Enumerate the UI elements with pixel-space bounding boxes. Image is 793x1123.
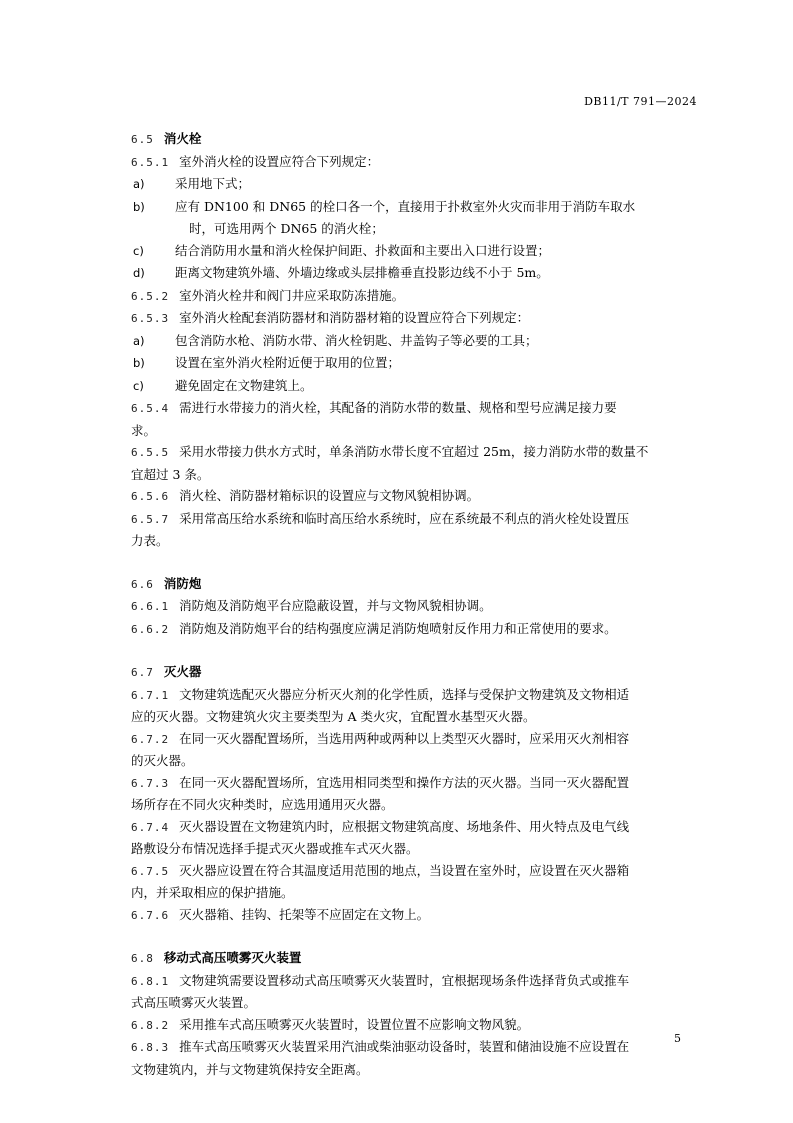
clause: 6.5.6 消火栓、消防器材箱标识的设置应与文物风貌相协调。 (131, 488, 480, 503)
section-spacer (131, 552, 701, 573)
document-code: DB11/T 791—2024 (584, 95, 697, 108)
clause-continuation: 宜超过 3 条。 (131, 466, 210, 482)
clause: 6.6.1 消防炮及消防炮平台应隐蔽设置，并与文物风貌相协调。 (131, 598, 492, 613)
clause-continuation: 力表。 (131, 533, 169, 548)
clause: 6.7.2 在同一灭火器配置场所，当选用两种或两种以上类型灭火器时，应采用灭火剂相容 (131, 730, 630, 746)
clause-continuation: 文物建筑内，并与文物建筑保持安全距离。 (131, 1061, 369, 1077)
clause: 6.5.4 需进行水带接力的消火栓，其配备的消防水带的数量、规格和型号应满足接力要 (131, 400, 617, 415)
clause-continuation: 式高压喷雾灭火装置。 (131, 995, 257, 1010)
page-content (131, 128, 701, 1080)
clause: 6.7.6 灭火器箱、挂钩、托架等不应固定在文物上。 (131, 906, 430, 922)
clause: 6.7.4 灭火器设置在文物建筑内时，应根据文物建筑高度、场地条件、用火特点及电气线 (131, 818, 630, 834)
clause: 6.8.2 采用推车式高压喷雾灭火装置时，设置位置不应影响文物风貌。 (131, 1016, 530, 1032)
section-spacer (131, 926, 701, 947)
clause: 6.6.2 消防炮及消防炮平台的结构强度应满足消防炮喷射反作用力和正常使用的要求。 (131, 620, 617, 636)
section-spacer (131, 640, 701, 661)
list-item: b) 设置在室外消火栓附近便于取用的位置； (133, 355, 401, 370)
clause-continuation: 的灭火器。 (131, 753, 194, 768)
list-item: a) 包含消防水枪、消防水带、消火栓钥匙、井盖钩子等必要的工具； (133, 332, 538, 348)
section-heading: 6.6 消防炮 (131, 575, 202, 591)
list-item: c) 避免固定在文物建筑上。 (133, 377, 313, 393)
clause: 6.7.3 在同一灭火器配置场所，宜选用相同类型和操作方法的灭火器。当同一灭火器配置 (131, 774, 630, 790)
list-item: c) 结合消防用水量和消火栓保护间距、扑救面和主要出入口进行设置； (133, 242, 551, 258)
clause: 6.8.3 推车式高压喷雾灭火装置采用汽油或柴油驱动设备时，装置和储油设施不应设置在 (131, 1039, 630, 1054)
clause: 6.7.5 灭火器应设置在符合其温度适用范围的地点，当设置在室外时，应设置在灭火器箱 (131, 862, 630, 878)
list-item: d) 距离文物建筑外墙、外墙边缘或头层排檐垂直投影边线不小于 5m。 (133, 265, 549, 280)
clause-continuation: 路敷设分布情况选择手提式灭火器或推车式灭火器。 (131, 841, 419, 856)
section-heading: 6.7 灭火器 (131, 664, 202, 679)
section-heading: 6.8 移动式高压喷雾灭火装置 (131, 950, 302, 965)
clause: 6.5.1 室外消火栓的设置应符合下列规定： (131, 153, 380, 169)
clause: 6.5.5 采用水带接力供水方式时，单条消防水带长度不宜超过 25m，接力消防水带的数量不 (131, 444, 649, 459)
section-heading: 6.5 消火栓 (131, 131, 202, 146)
clause-continuation: 应的灭火器。文物建筑火灾主要类型为 A 类火灾，宜配置水基型灭火器。 (131, 709, 536, 724)
clause: 6.7.1 文物建筑选配灭火器应分析灭火剂的化学性质，选择与受保护文物建筑及文物相适 (131, 686, 630, 702)
page-number: 5 (674, 1032, 681, 1045)
list-item: a) 采用地下式； (133, 176, 251, 191)
clause: 6.5.7 采用常高压给水系统和临时高压给水系统时，应在系统最不利点的消火栓处设置压 (131, 510, 630, 526)
clause-continuation: 内，并采取相应的保护措施。 (131, 885, 294, 900)
clause: 6.5.3 室外消火栓配套消防器材和消防器材箱的设置应符合下列规定： (131, 310, 530, 325)
clause-continuation: 场所存在不同火灾种类时，应选用通用灭火器。 (131, 797, 394, 812)
list-item-continuation: 时，可选用两个 DN65 的消火栓； (189, 221, 384, 236)
clause: 6.8.1 文物建筑需要设置移动式高压喷雾灭火装置时，宜根据现场条件选择背负式或推车 (131, 972, 630, 988)
clause: 6.5.2 室外消火栓井和阀门井应采取防冻措施。 (131, 287, 405, 303)
list-item: b) 应有 DN100 和 DN65 的栓口各一个，直接用于扑救室外火灾而非用于消防车取水 (133, 198, 636, 214)
clause-continuation: 求。 (131, 422, 157, 438)
